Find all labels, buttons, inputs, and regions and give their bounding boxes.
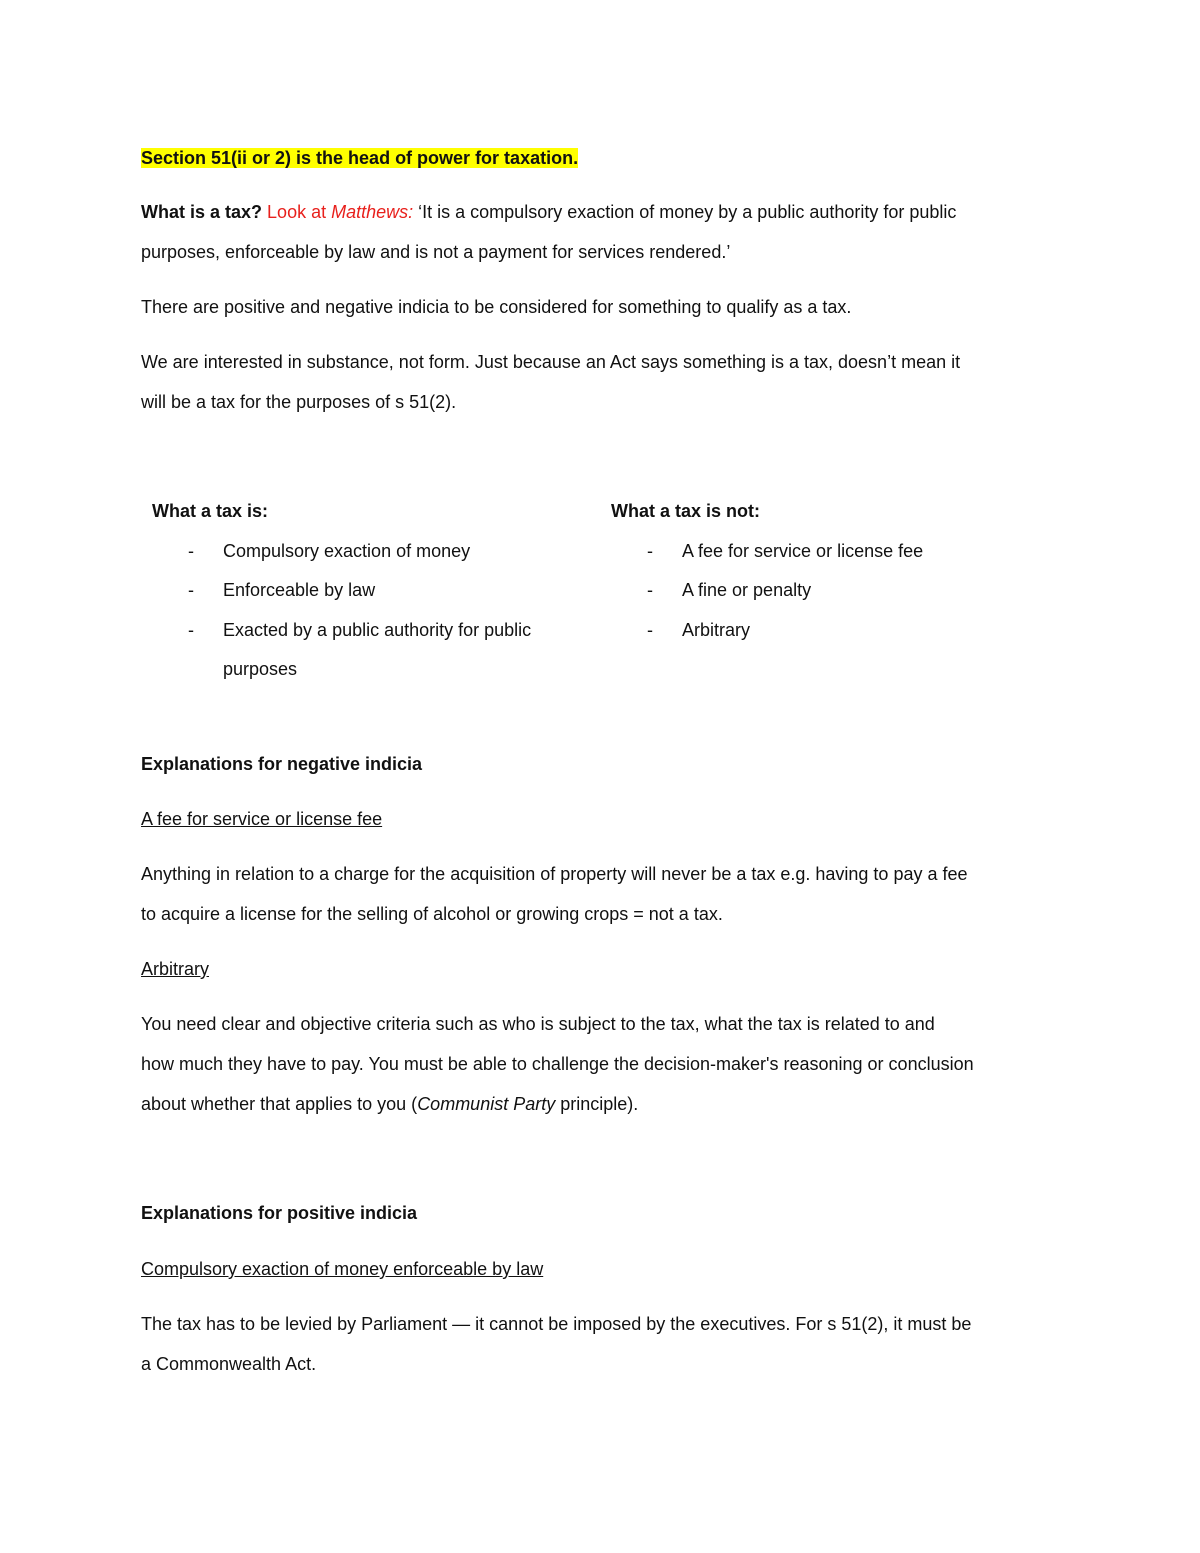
substance-paragraph-line-1: We are interested in substance, not form. Just because an Act says something is a tax, doesn’t mean it — [141, 352, 961, 372]
arbitrary-line-3-end: principle). — [555, 1094, 639, 1114]
matthews-quote-start: ‘It is a compulsory exaction of money by a public authority for public — [418, 202, 957, 222]
arbitrary-paragraph-line-3 — [141, 1092, 638, 1116]
what-is-tax-line-2: purposes, enforceable by law and is not a payment for services rendered.’ — [141, 242, 731, 262]
tax-is-heading: What a tax is: — [152, 501, 269, 521]
fee-paragraph-line-2: to acquire a license for the selling of alcohol or growing crops = not a tax. — [141, 904, 723, 924]
compulsory-exaction-subheading: Compulsory exaction of money enforceable by law — [141, 1259, 544, 1279]
tax-is-item: Exacted by a public authority for public — [223, 620, 532, 640]
fee-paragraph-line-1: Anything in relation to a charge for the acquisition of property will never be a tax e.g. having to pay a fee — [141, 864, 968, 884]
arbitrary-paragraph-line-2: how much they have to pay. You must be able to challenge the decision-maker's reasoning or conclusion — [141, 1054, 974, 1074]
tax-is-not-item: Arbitrary — [682, 620, 751, 640]
arbitrary-subheading: Arbitrary — [141, 959, 210, 979]
bullet-dash: - — [647, 580, 653, 600]
what-is-tax-question: What is a tax? — [141, 202, 263, 222]
tax-is-item-continuation: purposes — [223, 659, 298, 679]
indicia-paragraph: There are positive and negative indicia to be considered for something to qualify as a tax. — [141, 297, 852, 317]
bullet-dash: - — [188, 620, 194, 640]
tax-is-item: Enforceable by law — [223, 580, 376, 600]
bullet-dash: - — [647, 620, 653, 640]
negative-indicia-heading: Explanations for negative indicia — [141, 754, 423, 774]
arbitrary-line-3-start: about whether that applies to you ( — [141, 1094, 418, 1114]
tax-is-not-heading: What a tax is not: — [611, 501, 761, 521]
bullet-dash: - — [188, 580, 194, 600]
case-name-communist-party: Communist Party — [417, 1094, 556, 1114]
positive-paragraph-line-1: The tax has to be levied by Parliament — it cannot be imposed by the executives. For s 51(2), it must be — [141, 1314, 972, 1334]
bullet-dash: - — [647, 541, 653, 561]
positive-indicia-heading: Explanations for positive indicia — [141, 1203, 418, 1223]
fee-for-service-subheading: A fee for service or license fee — [141, 809, 383, 829]
arbitrary-paragraph-line-1: You need clear and objective criteria such as who is subject to the tax, what the tax is related to and — [141, 1014, 935, 1034]
case-name-matthews: Matthews: — [331, 202, 414, 222]
tax-is-item: Compulsory exaction of money — [223, 541, 471, 561]
positive-paragraph-line-2: a Commonwealth Act. — [141, 1354, 317, 1374]
tax-is-not-item: A fee for service or license fee — [682, 541, 924, 561]
look-at-label: Look at — [267, 202, 327, 222]
tax-is-not-item: A fine or penalty — [682, 580, 812, 600]
section-heading — [141, 146, 578, 170]
bullet-dash: - — [188, 541, 194, 561]
what-is-tax-line-1 — [141, 200, 956, 224]
substance-paragraph-line-2: will be a tax for the purposes of s 51(2). — [141, 392, 457, 412]
highlighted-heading: Section 51(ii or 2) is the head of power for taxation. — [141, 148, 579, 168]
